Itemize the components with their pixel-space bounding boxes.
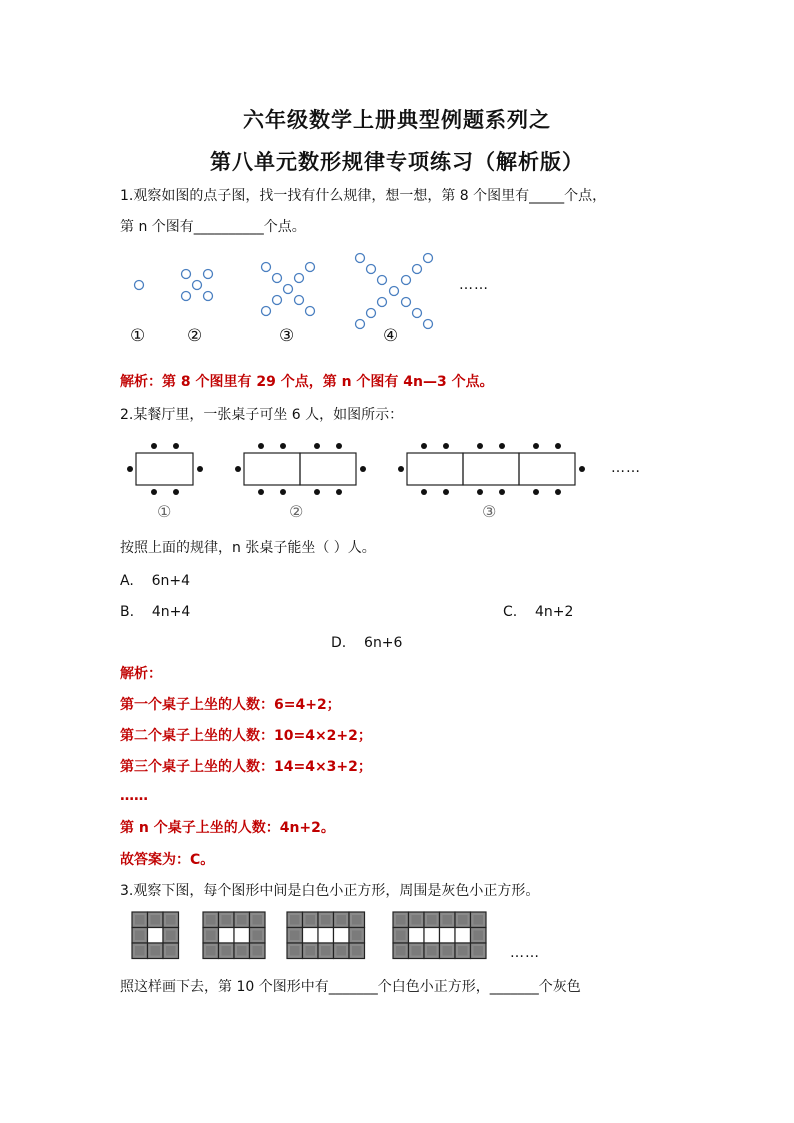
q3-gray-square-texture [151,915,161,925]
q3-text-line2: 照这样画下去，第 10 个图形中有_______个白色小正方形，_______个灰色 [120,979,581,995]
q2-analysis-ellipsis: …… [120,788,148,804]
q1-ellipsis: …… [459,277,489,293]
q1-text-line1: 1.观察如图的点子图，找一找有什么规律，想一想，第 8 个图里有_____个点， [120,188,607,204]
q3-gray-square-texture [222,946,232,956]
q2-analysis-line: 第三个桌子上坐的人数：14=4×3+2； [120,759,372,775]
q1-answer: 解析：第 8 个图里有 29 个点，第 n 个图有 4n—3 个点。 [120,374,494,390]
q3-white-square [148,928,164,944]
q3-ellipsis: …… [510,945,540,961]
q3-gray-square-texture [443,915,453,925]
q3-gray-square-texture [321,915,331,925]
q2-analysis-heading: 解析： [120,666,162,682]
q3-gray-square-texture [166,946,176,956]
q2-option-a: A. 6n+4 [120,573,190,589]
q2-label-2: ② [289,502,304,521]
page-title-line1: 六年级数学上册典型例题系列之 [243,108,551,132]
q3-gray-square-texture [206,946,216,956]
q1-text-line2: 第 n 个图有__________个点。 [120,219,306,235]
q2-prompt: 按照上面的规律，n 张桌子能坐（ ）人。 [120,540,376,556]
q3-gray-square-texture [427,915,437,925]
q3-gray-square-texture [412,946,422,956]
q3-gray-square-texture [474,946,484,956]
q3-gray-square-texture [135,915,145,925]
q3-white-square [219,928,235,944]
q3-gray-square-texture [474,931,484,941]
q2-analysis-line: 第二个桌子上坐的人数：10=4×2+2； [120,728,372,744]
q3-gray-square-texture [290,946,300,956]
q1-label-3: ③ [279,326,295,346]
q3-gray-square-texture [352,931,362,941]
q1-label-4: ④ [383,326,399,346]
q3-gray-square-texture [253,915,263,925]
q2-label-1: ① [157,502,172,521]
q3-gray-square-texture [151,946,161,956]
q3-gray-square-texture [458,946,468,956]
q1-label-1: ① [130,326,146,346]
q3-gray-square-texture [321,946,331,956]
q3-gray-square-texture [396,946,406,956]
page-title-line2: 第八单元数形规律专项练习（解析版） [210,150,584,174]
q3-white-square [409,928,425,944]
q3-gray-square-texture [474,915,484,925]
q3-gray-square-texture [237,915,247,925]
q1-label-2: ② [187,326,203,346]
q3-gray-square-texture [237,946,247,956]
q2-option-b: B. 4n+4 [120,604,191,620]
q3-white-square [303,928,319,944]
q3-white-square [234,928,250,944]
q3-gray-square-texture [206,931,216,941]
q3-gray-square-texture [412,915,422,925]
q2-label-3: ③ [482,502,497,521]
q3-gray-square-texture [352,915,362,925]
q3-question: 3.观察下图，每个图形中间是白色小正方形，周围是灰色小正方形。 [120,883,540,899]
q3-gray-square-texture [166,915,176,925]
q3-white-square [440,928,456,944]
q2-analysis-line: 第一个桌子上坐的人数：6=4+2； [120,697,341,713]
q3-gray-square-texture [352,946,362,956]
q2-question: 2.某餐厅里，一张桌子可坐 6 人，如图所示： [120,407,404,423]
q3-gray-square-texture [166,931,176,941]
q3-white-square [455,928,471,944]
q3-gray-square-texture [337,915,347,925]
q3-gray-square-texture [306,915,316,925]
q3-white-square [424,928,440,944]
q3-gray-square-texture [290,931,300,941]
q3-gray-square-texture [458,915,468,925]
q3-gray-square-texture [206,915,216,925]
q3-gray-square-texture [396,931,406,941]
q3-gray-square-texture [443,946,453,956]
q3-gray-square-texture [135,946,145,956]
q3-gray-square-texture [337,946,347,956]
q3-gray-square-texture [135,931,145,941]
q3-gray-square-texture [253,946,263,956]
q3-gray-square-texture [253,931,263,941]
q3-gray-square-texture [427,946,437,956]
q3-white-square [334,928,350,944]
q3-white-square [318,928,334,944]
q3-gray-square-texture [222,915,232,925]
q3-gray-square-texture [396,915,406,925]
q2-analysis-line: 第 n 个桌子上坐的人数：4n+2。 [120,820,335,836]
q2-answer: 故答案为：C。 [120,852,215,868]
q2-option-c: C. 4n+2 [503,604,574,620]
q3-gray-square-texture [306,946,316,956]
q3-gray-square-texture [290,915,300,925]
q2-option-d: D. 6n+6 [331,635,403,651]
q2-ellipsis: …… [611,460,641,476]
